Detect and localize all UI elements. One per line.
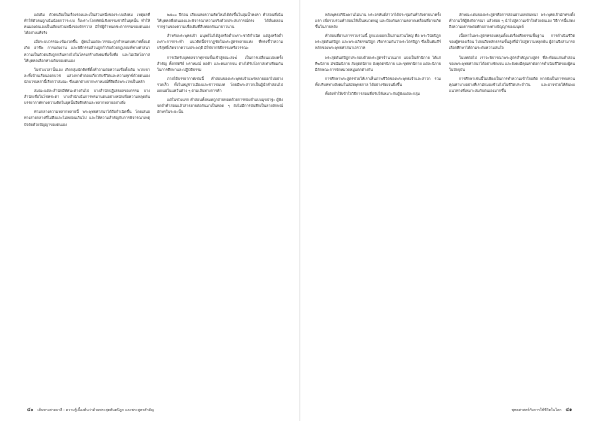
paragraph: สำหรับพระพุทธเจ้า มนุษย์ไม่ได้สูงหรือต่ำเพราะชาติกำเนิด แต่สูงหรือต่ำเพราะการกระทำ แนวคิดนี้ปรากฏชัดในพระสูตรหลายแห่ง ที่ทรงชี้ว่าความบริสุทธิ์เกิดจากความประพฤติ มิใช่จากพิธีกรรมหรือวรรณะ	[157, 34, 283, 51]
running-head: เส้นทางสายบาลี : ความรู้เบื้องต้นว่าด้วยพระสุตตันตปิฎก และพระสูตรสำคัญ	[37, 408, 154, 412]
paragraph: แต่เดิม ตัวคนถือเป็นเรื่องรองและเป็นส่วนหนึ่งของระบบสังคม เหตุผลที่ทำให้ตัวคนถูกเน้นน้อยกว่าระบบ ก็เพราะโลกทัศน์เชิงธรรมชาติในยุคนั้น ทำให้คนมองตนเองเป็นเพียงส่วนหนึ่งของจักรวาล มิใช่ผู้กำหนดชะตากรรมของตนเองได้อย่างแท้จริง	[24, 13, 150, 36]
paragraph: แต่ในช่วงแรก คำสอนทั้งหมดถูกถ่ายทอดด้วยการท่องจำแบบมุขปาฐะ ผู้ฟังจดจำคำสอนแล้วสาธยายต่อกันมาเป็นทอด ๆ ยังไม่มีการบันทึกเป็นลายลักษณ์อักษรในระยะนั้น	[157, 98, 283, 115]
page-number: ๔๐	[27, 408, 34, 413]
right-page	[301, 0, 600, 421]
paragraph: หลังพุทธปรินิพพานไม่นาน พระอรหันต์สาวกได้ประชุมกันทำสังคายนาครั้งแรก เพื่อรวบรวมคำสอนให้เป็นหมวดหมู่ และป้องกันความคลาดเคลื่อนที่อาจเกิดขึ้นในภายหลัง	[315, 13, 441, 30]
paragraph: สมณะแต่ละสำนักมีทัศนะต่างกันไป บางสำนักปฏิเสธผลของกรรม บางสำนักเชื่อในโชคชะตา บางสำนักเน้นการทรมานตนอย่างหนักเพื่อความหลุดพ้น บรรยากาศทางความคิดในยุคนั้นจึงคึกคักและหลากหลายอย่างยิ่ง	[24, 89, 150, 106]
paragraph: ในบทต่อไป เราจะพิจารณาพระสูตรสำคัญบางสูตร ที่สะท้อนแก่นคำสอนของพระพุทธศาสนาได้อย่างชัดเจน และยังคงมีคุณค่าต่อการดำเนินชีวิตของผู้คนในปัจจุบัน	[449, 55, 575, 72]
paragraph: เมื่อระบบวรรณะเข้มงวดขึ้น ผู้คนในแต่ละวรรณะถูกกำหนดบทบาทตั้งแต่เกิด อาชีพ การแต่งงาน และพิธีกรรมล้วนถูกกำกับด้วยกฎเกณฑ์ทางศาสนา ความเป็นตัวตนจึงถูกกลืนหายไปในโครงสร้างสังคมที่แข็งทื่อ และไม่เปิดโอกาสให้บุคคลเลือกทางเดินของตนเอง	[24, 40, 150, 63]
paragraph: พระสุตตันตปิฎกประกอบด้วยพระสูตรจำนวนมาก แบ่งเป็นห้านิกาย ได้แก่ ทีฆนิกาย มัชฌิมนิกาย สังยุตตนิกาย อังคุตตรนิกาย และขุททกนิกาย แต่ละนิกายมีลักษณะการจัดหมวดหมู่แตกต่างกัน	[315, 55, 441, 72]
paragraph: คำสอนที่ผ่านการรวบรวมนี้ ถูกแบ่งออกเป็นสามส่วนใหญ่ คือ พระวินัยปิฎก พระสุตตันตปิฎก และพระอภิธรรมปิฎก เรียกรวมกันว่าพระไตรปิฎก ซึ่งเป็นคัมภีร์หลักของพระพุทธศาสนาเถรวาท	[315, 34, 441, 51]
paragraph: การศึกษาพระสูตรช่วยให้เราเห็นภาพชีวิตของพระพุทธเจ้าและสาวก รวมทั้งบริบททางสังคมในสมัยพุทธกาล ได้อย่างชัดเจนยิ่งขึ้น	[315, 76, 441, 87]
paragraph: ภายใต้บรรยากาศเช่นนี้ คำสอนของพระพุทธเจ้าแพร่หลายออกไปอย่างรวดเร็ว ทั้งในหมู่ชาวเมืองและชาวชนบท โดยมีพระสาวกเป็นผู้นำคำสอนไปเผยแผ่ในแคว้นต่าง ๆ ตามเส้นทางการค้า	[157, 76, 283, 94]
running-head: พุทธศาสตร์กับการใช้ชีวิตในโลก	[511, 408, 562, 412]
left-page-column-2	[157, 12, 283, 397]
paragraph: เนื้อหาในพระสูตรครอบคลุมตั้งแต่เรื่องศีลธรรมพื้นฐาน การดำเนินชีวิตของผู้ครองเรือน ไปจนถึงหลักธรรมขั้นสูงที่นำไปสู่ความหลุดพ้น ผู้อ่านจึงสามารถเลือกศึกษาได้ตามระดับความสนใจ	[449, 34, 575, 51]
paragraph: การเปิดรับบุคคลจากทุกชนชั้นเข้าสู่คณะสงฆ์ เป็นการเปลี่ยนแปลงครั้งสำคัญ ทั้งกษัตริย์ พราหมณ์ พ่อค้า และคนยากจน ต่างได้รับโอกาสเท่าเทียมกันในการศึกษาและปฏิบัติธรรม	[157, 55, 283, 72]
paragraph: ลักษณะเด่นของพระสูตรคือการสอนผ่านบทสนทนา พระพุทธเจ้ามักทรงตั้งคำถามให้ผู้ฟังพิจารณา แล้วค่อย ๆ นำไปสู่ความเข้าใจด้วยตนเอง วิธีการนี้แสดงถึงความเคารพต่อศักยภาพทางปัญญาของมนุษย์	[449, 13, 575, 30]
paragraph: ๒๕๐๐ ปีก่อน เสียงแห่งความคิดใหม่ได้ดังขึ้นในลุ่มน้ำคงคา คำสอนที่เน้นให้บุคคลพึ่งตนเองและพิจารณาความจริงด้วยประสบการณ์ตรง ได้สั่นคลอนรากฐานของความเชื่อเดิมที่สืบทอดกันมายาวนาน	[157, 13, 283, 30]
paragraph: ในช่วงเวลานั้นเอง เกิดกลุ่มนักคิดที่ตั้งคำถามต่อความเชื่อดั้งเดิม พวกเขาละทิ้งบ้านเรือนออกบวช แสวงหาคำตอบเกี่ยวกับชีวิตและความทุกข์ด้วยตนเอง นักบวชเหล่านี้เรียกว่าสมณะ ซึ่งแตกต่างจากพราหมณ์ที่ยึดถือพระเวทเป็นหลัก	[24, 67, 150, 84]
left-page	[0, 0, 299, 421]
paragraph: การศึกษาเช่นนี้ไม่เพียงเป็นการทำความเข้าใจอดีต หากยังเป็นการทบทวนคุณค่าบางอย่างที่เรามักมองข้ามไปในชีวิตประจำวัน และอาจช่วยให้ค้นพบแนวทางที่เหมาะสมกับตนเองมากขึ้น	[449, 76, 575, 94]
left-page-footer	[24, 405, 283, 415]
paragraph: ทั้งยังทำให้เข้าใจวิธีการสอนที่ปรับให้เหมาะกับผู้ฟังแต่ละกลุ่ม	[325, 92, 420, 97]
right-page-footer	[315, 405, 575, 415]
left-page-column-1	[24, 12, 150, 397]
page-number: ๔๑	[565, 408, 572, 413]
right-page-column-1	[315, 12, 441, 397]
right-page-column-2	[449, 12, 575, 397]
paragraph: ท่ามกลางความหลากหลายนี้ พระพุทธศาสนาได้ถือกำเนิดขึ้น โดยเสนอทางสายกลางที่ไม่ตึงและไม่หย่อนเกินไป และให้ความสำคัญกับการพิจารณาเหตุปัจจัยด้วยปัญญาของตนเอง	[24, 110, 150, 127]
